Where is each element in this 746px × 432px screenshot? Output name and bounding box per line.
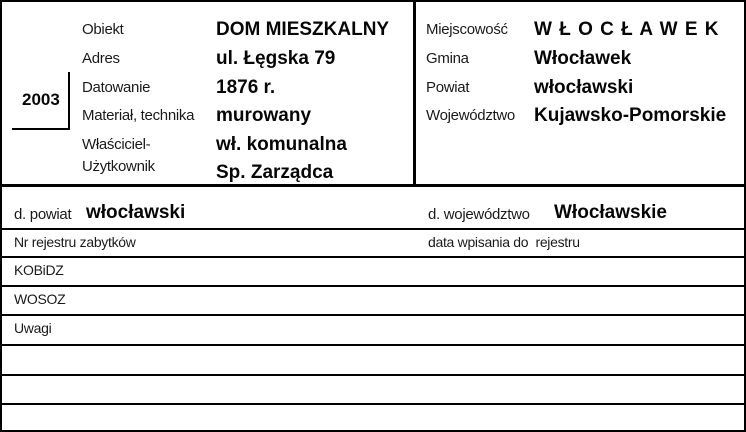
row-line-7 — [2, 403, 744, 405]
value-uzytkownik: Sp. Zarządca — [216, 162, 334, 183]
row-line-6 — [2, 374, 744, 376]
label-obiekt: Obiekt — [82, 21, 124, 38]
label-uzytkownik: Użytkownik — [82, 158, 155, 175]
value-d-wojewodztwo: Włocławskie — [554, 202, 667, 223]
label-powiat: Powiat — [426, 79, 470, 96]
value-gmina: Włocławek — [534, 48, 632, 69]
value-wojewodztwo: Kujawsko-Pomorskie — [534, 105, 727, 126]
row-line-4 — [2, 314, 744, 316]
value-material: murowany — [216, 105, 312, 126]
number-bracket-bottom — [12, 128, 70, 130]
label-nr-rejestru: Nr rejestru zabytków — [14, 234, 136, 250]
label-kobidz: KOBiDZ — [14, 262, 64, 278]
label-d-powiat: d. powiat — [14, 206, 72, 223]
label-uwagi: Uwagi — [14, 320, 52, 336]
label-material: Materiał, technika — [82, 107, 195, 124]
value-obiekt: DOM MIESZKALNY — [216, 19, 390, 40]
label-d-wojewodztwo: d. województwo — [428, 206, 530, 223]
number-bracket-left — [68, 72, 70, 130]
label-data-wpisania: data wpisania do rejestru — [428, 234, 580, 250]
row-line-5 — [2, 344, 744, 346]
row-line-3 — [2, 285, 744, 287]
value-datowanie: 1876 r. — [216, 77, 276, 98]
section-separator — [2, 184, 744, 187]
card-number: 2003 — [22, 90, 60, 109]
label-adres: Adres — [82, 50, 120, 67]
label-wojewodztwo: Województwo — [426, 107, 515, 124]
label-miejscowosc: Miejscowość — [426, 21, 508, 38]
value-powiat: włocławski — [534, 77, 634, 98]
label-gmina: Gmina — [426, 50, 469, 67]
value-wlasciciel: wł. komunalna — [216, 134, 347, 155]
label-datowanie: Datowanie — [82, 79, 151, 96]
value-adres: ul. Łęgska 79 — [216, 48, 336, 69]
label-wosoz: WOSOZ — [14, 291, 66, 307]
top-section-divider — [413, 2, 416, 185]
label-wlasciciel: Właściciel- — [82, 136, 151, 153]
row-line-1 — [2, 228, 744, 230]
value-d-powiat: włocławski — [86, 202, 186, 223]
value-miejscowosc: W Ł O C Ł A W E K — [534, 19, 720, 40]
row-line-2 — [2, 256, 744, 258]
